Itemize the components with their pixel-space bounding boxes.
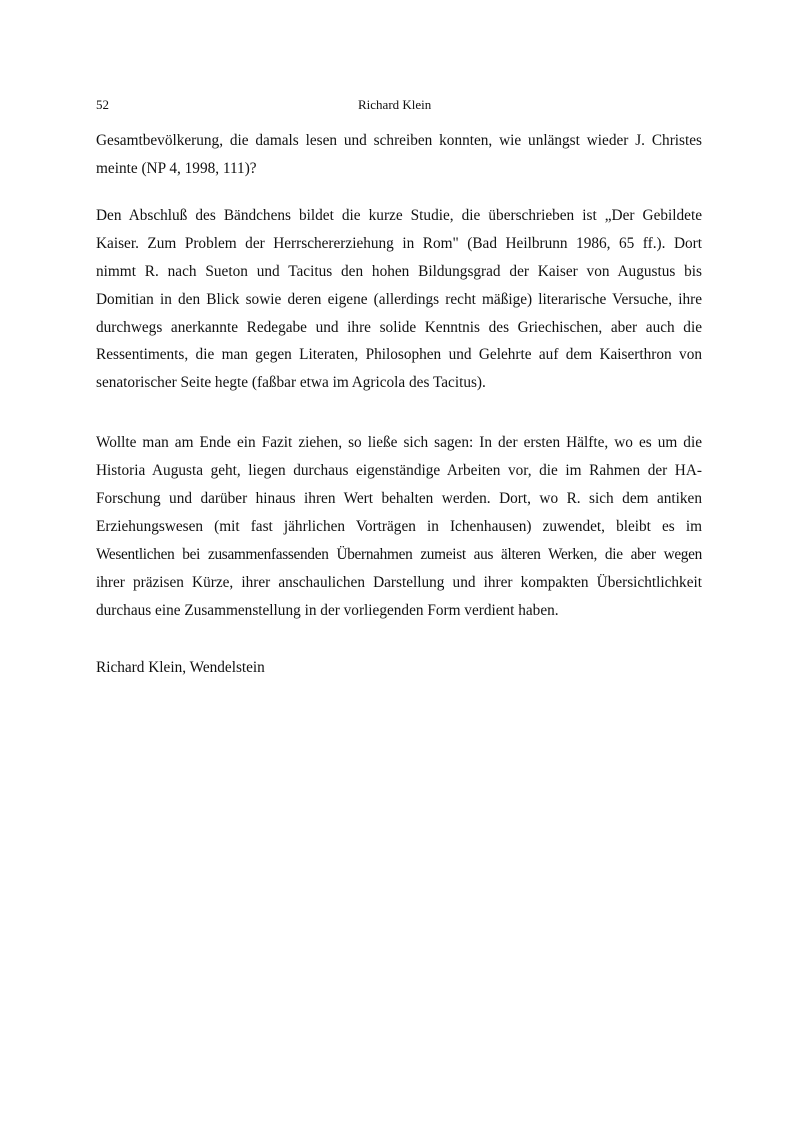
text-line: Wesentlichen bei zusammenfassenden Übernahmen zumeist aus älteren Werken, die aber wegen [96, 546, 702, 563]
text-line: meinte (NP 4, 1998, 111)? [96, 160, 257, 177]
text-line: Kaiser. Zum Problem der Herrschererziehung in Rom" (Bad Heilbrunn 1986, 65 ff.). Dort [96, 235, 702, 252]
text-line: durchwegs anerkannte Redegabe und ihre solide Kenntnis des Griechischen, aber auch die [96, 319, 702, 336]
text-line: Ressentiments, die man gegen Literaten, Philosophen und Gelehrte auf dem Kaiserthron von [96, 346, 702, 363]
text-line: Forschung und darüber hinaus ihren Wert behalten werden. Dort, wo R. sich dem antiken [96, 490, 702, 507]
text-line: Den Abschluß des Bändchens bildet die kurze Studie, die überschrieben ist „Der Gebildete [96, 207, 702, 224]
page-number: 52 [96, 97, 109, 112]
text-line: Gesamtbevölkerung, die damals lesen und schreiben konnten, wie unlängst wieder J. Christes [96, 132, 702, 149]
text-line: Erziehungswesen (mit fast jährlichen Vorträgen in Ichenhausen) zuwendet, bleibt es im [96, 518, 702, 535]
running-title: Richard Klein [358, 97, 432, 112]
text-line: Wollte man am Ende ein Fazit ziehen, so ließe sich sagen: In der ersten Hälfte, wo es um die [96, 434, 702, 451]
text-line: Historia Augusta geht, liegen durchaus eigenständige Arbeiten vor, die im Rahmen der HA- [96, 462, 702, 479]
text-line: ihrer präzisen Kürze, ihrer anschaulichen Darstellung und ihrer kompakten Übersichtlichkeit [96, 574, 702, 591]
text-line: Domitian in den Blick sowie deren eigene (allerdings recht mäßige) literarische Versuche, ihre [96, 291, 702, 308]
text-line: nimmt R. nach Sueton und Tacitus den hohen Bildungsgrad der Kaiser von Augustus bis [96, 263, 702, 280]
signature: Richard Klein, Wendelstein [96, 659, 265, 676]
text-line: durchaus eine Zusammenstellung in der vorliegenden Form verdient haben. [96, 602, 559, 619]
text-line: senatorischer Seite hegte (faßbar etwa im Agricola des Tacitus). [96, 374, 486, 391]
